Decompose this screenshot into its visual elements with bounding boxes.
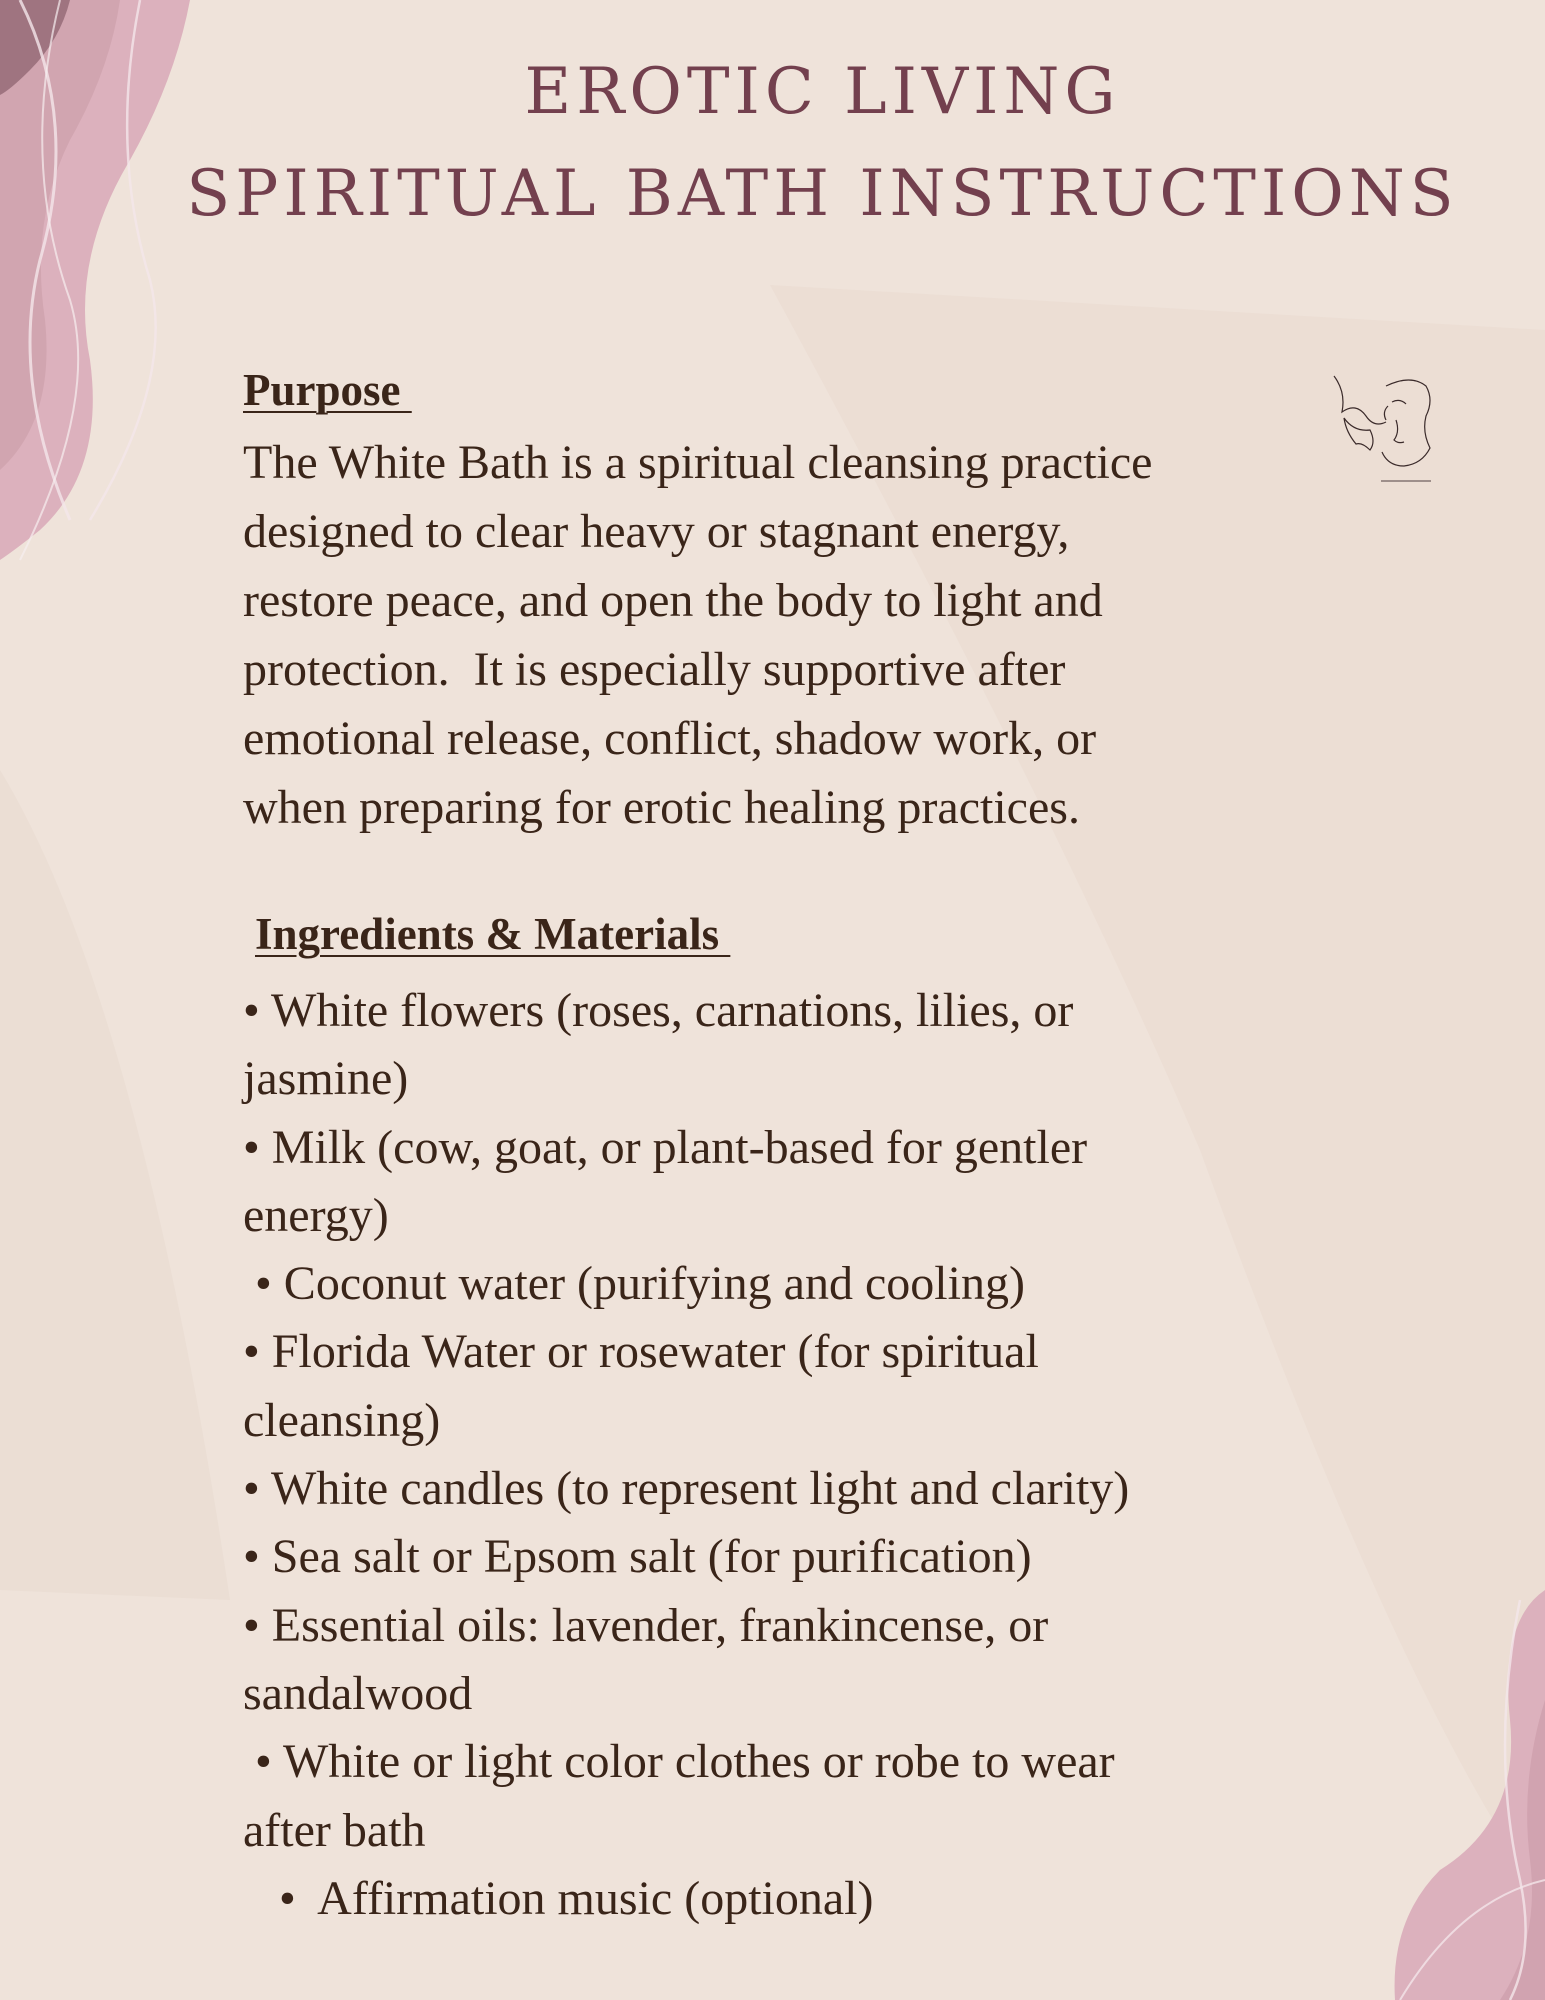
- ingredients-heading: Ingredients & Materials: [255, 909, 731, 959]
- list-item: cleansing): [243, 1393, 441, 1447]
- list-item: • Florida Water or rosewater (for spiritual: [243, 1325, 1039, 1379]
- purpose-line: when preparing for erotic healing practices.: [243, 781, 1080, 834]
- purpose-line: The White Bath is a spiritual cleansing practice: [243, 436, 1153, 489]
- list-item: • Milk (cow, goat, or plant-based for gentler: [243, 1120, 1088, 1174]
- list-item: • White flowers (roses, carnations, lilies, or: [243, 984, 1074, 1037]
- list-item: energy): [243, 1188, 389, 1242]
- purpose-heading: Purpose: [243, 365, 412, 415]
- purpose-line: designed to clear heavy or stagnant energy,: [243, 505, 1070, 558]
- purpose-line: protection. It is especially supportive after: [243, 643, 1066, 696]
- list-item: • Coconut water (purifying and cooling): [243, 1257, 1025, 1311]
- list-item: • Affirmation music (optional): [243, 1871, 874, 1925]
- line-art-face-logo-icon: [1326, 372, 1450, 490]
- page-title-line-2: SPIRITUAL BATH INSTRUCTIONS: [186, 157, 1459, 231]
- list-item: sandalwood: [243, 1666, 473, 1720]
- purpose-paragraph: [243, 428, 1343, 842]
- list-item: • Essential oils: lavender, frankincense, or: [243, 1598, 1049, 1652]
- ingredients-list: [243, 977, 1129, 1933]
- purpose-line: emotional release, conflict, shadow work, or: [243, 712, 1097, 765]
- purpose-line: restore peace, and open the body to light and: [243, 574, 1103, 627]
- list-item: • White or light color clothes or robe to wear: [243, 1735, 1115, 1789]
- list-item: jasmine): [243, 1052, 409, 1106]
- list-item: after bath: [243, 1803, 426, 1857]
- list-item: • Sea salt or Epsom salt (for purification): [243, 1530, 1032, 1584]
- list-item: • White candles (to represent light and clarity): [243, 1462, 1130, 1516]
- page-title-line-1: EROTIC LIVING: [524, 55, 1121, 129]
